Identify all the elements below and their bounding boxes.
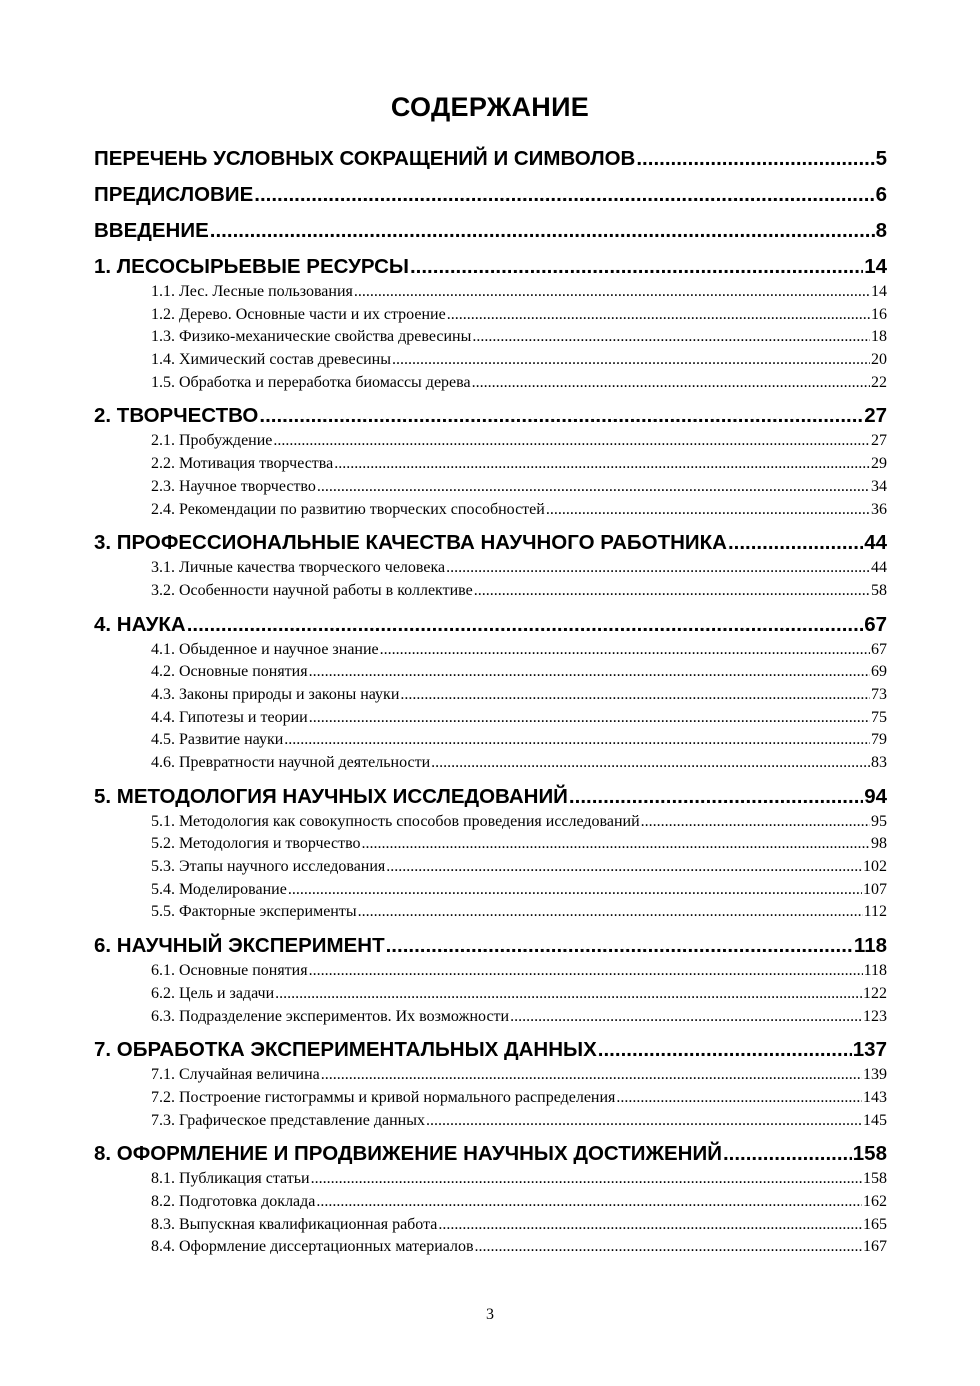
- dot-leader: [472, 372, 870, 395]
- toc-entry-introduction[interactable]: [94, 217, 887, 245]
- section-title: 1.5. Обработка и переработка биомассы дерева: [151, 373, 471, 391]
- toc-section-5-1[interactable]: [94, 811, 887, 834]
- dot-leader: [386, 856, 862, 879]
- section-page: 83: [871, 754, 887, 771]
- chapter-page: 27: [864, 404, 887, 428]
- dot-leader: [728, 529, 863, 557]
- section-page: 102: [863, 858, 887, 876]
- chapter-title: 4. НАУКА: [94, 612, 186, 636]
- section-page: 20: [871, 351, 887, 369]
- section-title: 7.1. Случайная величина: [151, 1066, 320, 1084]
- dot-leader: [426, 1110, 862, 1133]
- toc-chapter-1[interactable]: [94, 253, 887, 281]
- toc-chapter-6[interactable]: [94, 932, 887, 960]
- dot-leader: [311, 1168, 862, 1191]
- section-title: 1.4. Химический состав древесины: [151, 351, 391, 369]
- chapter-title: 1. ЛЕСОСЫРЬЕВЫЕ РЕСУРСЫ: [94, 255, 409, 278]
- dot-leader: [546, 499, 870, 522]
- section-title: 3.1. Личные качества творческого человека: [151, 559, 446, 577]
- toc-chapter-8[interactable]: [94, 1140, 887, 1168]
- section-page: 29: [871, 455, 887, 473]
- dot-leader: [354, 281, 870, 304]
- toc-section-8-4[interactable]: [94, 1236, 887, 1259]
- chapter-page: 44: [864, 531, 887, 555]
- section-title: 8.4. Оформление диссертационных материалов: [151, 1238, 474, 1256]
- chapter-page: 137: [852, 1038, 887, 1062]
- toc-section-7-1[interactable]: [94, 1064, 887, 1087]
- section-title: 4.6. Превратности научной деятельности: [151, 754, 431, 771]
- section-page: 98: [871, 835, 887, 853]
- dot-leader: [288, 879, 862, 902]
- toc-section-4-1[interactable]: [94, 639, 887, 662]
- dot-leader: [309, 661, 870, 684]
- dot-leader: [510, 1006, 862, 1029]
- toc-section-6-2[interactable]: [94, 983, 887, 1006]
- toc-section-3-1[interactable]: [94, 557, 887, 580]
- dot-leader: [641, 811, 870, 834]
- section-title: 2.3. Научное творчество: [151, 477, 316, 495]
- dot-leader: [284, 729, 870, 752]
- toc-entry-page: 6: [875, 183, 887, 206]
- toc-entry-page: 5: [875, 147, 887, 170]
- dot-leader: [410, 253, 863, 281]
- toc-chapter-7[interactable]: [94, 1036, 887, 1064]
- section-page: 158: [863, 1170, 887, 1188]
- section-page: 69: [871, 663, 887, 681]
- dot-leader: [431, 752, 870, 775]
- toc-chapter-3[interactable]: [94, 529, 887, 557]
- dot-leader: [358, 901, 863, 924]
- chapter-page: 94: [864, 784, 887, 808]
- toc-section-5-3[interactable]: [94, 856, 887, 879]
- dot-leader: [254, 181, 874, 209]
- dot-leader: [273, 430, 870, 453]
- dot-leader: [259, 402, 863, 430]
- toc-chapter-2[interactable]: [94, 402, 887, 430]
- dot-leader: [362, 833, 870, 856]
- toc-section-2-1[interactable]: [94, 430, 887, 453]
- dot-leader: [187, 611, 863, 639]
- dot-leader: [392, 349, 870, 372]
- dot-leader: [386, 932, 853, 960]
- section-page: 36: [871, 500, 887, 518]
- section-title: 1.2. Дерево. Основные части и их строение: [151, 305, 446, 323]
- dot-leader: [598, 1036, 852, 1064]
- section-title: 2.1. Пробуждение: [151, 432, 273, 450]
- toc-section-1-3[interactable]: [94, 326, 887, 349]
- section-title: 1.1. Лес. Лесные пользования: [151, 283, 353, 300]
- section-title: 5.5. Факторные эксперименты: [151, 903, 357, 921]
- section-title: 1.3. Физико-механические свойства древесины: [151, 328, 472, 346]
- toc-section-1-4[interactable]: [94, 349, 887, 372]
- section-title: 6.2. Цель и задачи: [151, 984, 275, 1002]
- toc-section-4-4[interactable]: [94, 707, 887, 730]
- section-title: 2.4. Рекомендации по развитию творческих способностей: [151, 500, 545, 518]
- chapter-page: 14: [864, 255, 887, 278]
- page-number: 3: [486, 1306, 494, 1323]
- section-page: 67: [871, 640, 887, 658]
- section-page: 123: [863, 1007, 887, 1025]
- toc-section-4-5[interactable]: [94, 729, 887, 752]
- section-page: 16: [871, 305, 887, 323]
- toc-entry-preface[interactable]: [94, 181, 887, 209]
- toc-section-8-3[interactable]: [94, 1214, 887, 1237]
- dot-leader: [400, 684, 870, 707]
- toc-section-8-1[interactable]: [94, 1168, 887, 1191]
- toc-entry-label: ПРЕДИСЛОВИЕ: [94, 183, 254, 206]
- page-title: СОДЕРЖАНИЕ: [390, 92, 590, 122]
- section-title: 4.5. Развитие науки: [151, 731, 284, 749]
- section-page: 75: [871, 708, 887, 726]
- section-title: 5.3. Этапы научного исследования: [151, 858, 386, 876]
- dot-leader: [438, 1214, 862, 1237]
- section-page: 44: [871, 559, 887, 577]
- section-page: 167: [863, 1238, 887, 1256]
- section-page: 95: [871, 812, 887, 830]
- chapter-title: 5. МЕТОДОЛОГИЯ НАУЧНЫХ ИССЛЕДОВАНИЙ: [94, 784, 568, 808]
- dot-leader: [723, 1140, 852, 1168]
- toc-entry-abbreviations[interactable]: [94, 145, 887, 173]
- section-page: 27: [871, 432, 887, 450]
- section-title: 4.2. Основные понятия: [151, 663, 308, 681]
- dot-leader: [380, 639, 870, 662]
- dot-leader: [446, 557, 870, 580]
- chapter-title: 8. ОФОРМЛЕНИЕ И ПРОДВИЖЕНИЕ НАУЧНЫХ ДОСТИЖЕНИЙ: [94, 1142, 722, 1166]
- section-page: 107: [863, 880, 887, 898]
- dot-leader: [334, 453, 870, 476]
- dot-leader: [447, 304, 870, 327]
- toc-section-5-4[interactable]: [94, 879, 887, 902]
- toc-section-7-3[interactable]: [94, 1110, 887, 1133]
- section-page: 162: [863, 1192, 887, 1210]
- chapter-page: 158: [852, 1142, 887, 1166]
- section-page: 14: [871, 283, 887, 300]
- chapter-title: 7. ОБРАБОТКА ЭКСПЕРИМЕНТАЛЬНЫХ ДАННЫХ: [94, 1038, 597, 1062]
- section-page: 145: [863, 1111, 887, 1129]
- dot-leader: [636, 145, 874, 173]
- dot-leader: [569, 783, 863, 811]
- toc-chapter-4[interactable]: [94, 611, 887, 639]
- toc-section-3-2[interactable]: [94, 580, 887, 603]
- section-title: 4.3. Законы природы и законы науки: [151, 685, 400, 703]
- section-title: 6.3. Подразделение экспериментов. Их возможности: [151, 1007, 510, 1025]
- toc-section-5-2[interactable]: [94, 833, 887, 856]
- toc-section-7-2[interactable]: [94, 1087, 887, 1110]
- section-page: 112: [863, 903, 887, 921]
- toc-section-1-1[interactable]: [94, 281, 887, 304]
- dot-leader: [316, 1191, 862, 1214]
- chapter-page: 67: [864, 612, 887, 636]
- dot-leader: [475, 1236, 862, 1259]
- toc-section-6-3[interactable]: [94, 1006, 887, 1029]
- section-page: 58: [871, 581, 887, 599]
- section-title: 8.2. Подготовка доклада: [151, 1192, 316, 1210]
- toc-entry-page: 8: [875, 219, 887, 242]
- section-title: 4.4. Гипотезы и теории: [151, 708, 308, 726]
- toc-section-1-5[interactable]: [94, 372, 887, 395]
- section-page: 143: [863, 1088, 887, 1106]
- section-page: 34: [871, 477, 887, 495]
- table-of-contents: [94, 145, 887, 1259]
- section-title: 7.2. Построение гистограммы и кривой нормального распределения: [151, 1088, 616, 1106]
- section-title: 2.2. Мотивация творчества: [151, 455, 334, 473]
- section-page: 118: [863, 962, 887, 980]
- toc-section-1-2[interactable]: [94, 304, 887, 327]
- section-title: 6.1. Основные понятия: [151, 962, 308, 980]
- dot-leader: [275, 983, 862, 1006]
- section-title: 4.1. Обыденное и научное знание: [151, 640, 379, 658]
- section-title: 8.1. Публикация статьи: [151, 1170, 310, 1188]
- section-title: 7.3. Графическое представление данных: [151, 1111, 425, 1129]
- dot-leader: [309, 960, 863, 983]
- section-page: 79: [871, 731, 887, 749]
- dot-leader: [472, 326, 870, 349]
- toc-section-8-2[interactable]: [94, 1191, 887, 1214]
- dot-leader: [474, 580, 870, 603]
- dot-leader: [309, 707, 870, 730]
- section-page: 122: [863, 984, 887, 1002]
- section-page: 139: [863, 1066, 887, 1084]
- toc-section-4-3[interactable]: [94, 684, 887, 707]
- dot-leader: [321, 1064, 862, 1087]
- toc-section-2-3[interactable]: [94, 476, 887, 499]
- chapter-title: 2. ТВОРЧЕСТВО: [94, 404, 259, 428]
- toc-section-4-2[interactable]: [94, 661, 887, 684]
- dot-leader: [616, 1087, 862, 1110]
- section-page: 73: [871, 685, 887, 703]
- toc-section-5-5[interactable]: [94, 901, 887, 924]
- toc-entry-label: ВВЕДЕНИЕ: [94, 219, 209, 242]
- toc-chapter-5[interactable]: [94, 783, 887, 811]
- toc-entry-label: ПЕРЕЧЕНЬ УСЛОВНЫХ СОКРАЩЕНИЙ И СИМВОЛОВ: [94, 147, 636, 170]
- section-title: 5.2. Методология и творчество: [151, 835, 361, 853]
- toc-section-2-4[interactable]: [94, 499, 887, 522]
- section-page: 22: [871, 373, 887, 391]
- chapter-title: 6. НАУЧНЫЙ ЭКСПЕРИМЕНТ: [94, 934, 385, 958]
- section-page: 18: [871, 328, 887, 346]
- toc-section-2-2[interactable]: [94, 453, 887, 476]
- section-title: 5.4. Моделирование: [151, 880, 287, 898]
- toc-section-4-6[interactable]: [94, 752, 887, 775]
- dot-leader: [317, 476, 870, 499]
- toc-section-6-1[interactable]: [94, 960, 887, 983]
- chapter-title: 3. ПРОФЕССИОНАЛЬНЫЕ КАЧЕСТВА НАУЧНОГО РАБОТНИКА: [94, 531, 727, 555]
- section-title: 8.3. Выпускная квалификационная работа: [151, 1215, 438, 1233]
- section-title: 5.1. Методология как совокупность способов проведения исследований: [151, 812, 640, 830]
- section-title: 3.2. Особенности научной работы в коллективе: [151, 581, 473, 599]
- chapter-page: 118: [853, 934, 887, 958]
- section-page: 165: [863, 1215, 887, 1233]
- dot-leader: [210, 217, 875, 245]
